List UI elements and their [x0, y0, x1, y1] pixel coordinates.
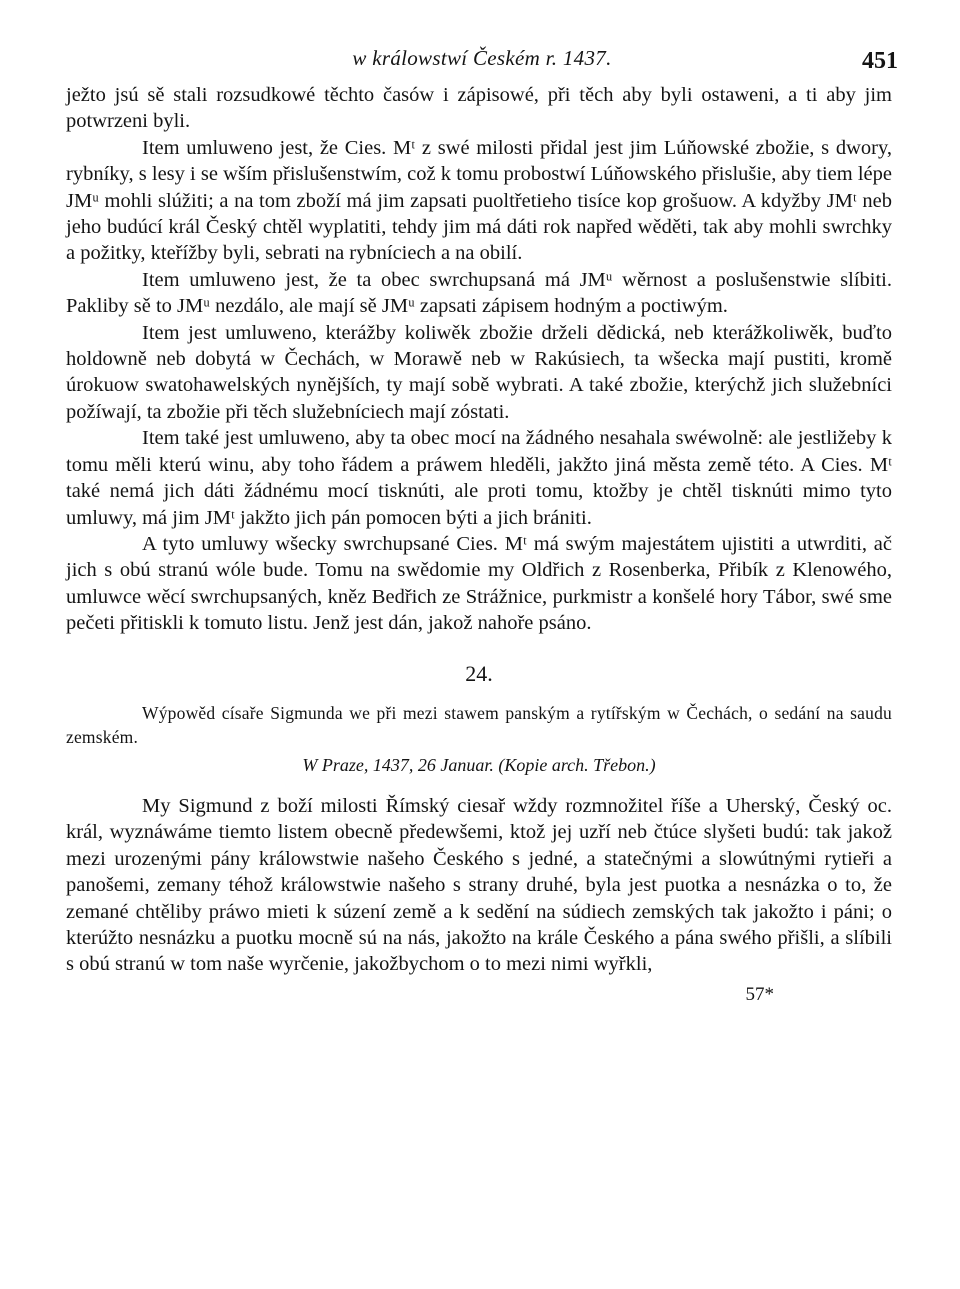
- paragraph: Item jest umluweno, kterážby koliwěk zbožie drželi dědická, neb kterážkoliwěk, buďto holdowně neb dobytá w Čechách, w Morawě neb w Rakúsiech, ta wšecka mají pustiti, kromě úrokuow swatohawelských nynějších, ty mají sobě wybrati. A také zbožie, kterýchž jich služebníci požíwají, ta zbožie při těch služebníciech mají zóstati.: [66, 321, 892, 423]
- signature-mark: 57*: [745, 983, 774, 1005]
- paragraph: A tyto umluwy wšecky swrchupsané Cies. Mᵗ má swým majestátem ujistiti a utwrditi, ač jich s obú stranú wóle bude. Tomu na swědomie my Oldřich z Rosenberka, Přibík z Klenowého, umluwce wěcí swrchupsaných, kněz Bedřich ze Strážnice, purkmistr a konšelé hory Tábor, swé sme pečeti přitiskli k tomuto listu. Jenž jest dán, jakož nahoře psáno.: [66, 532, 892, 635]
- page-header: [66, 40, 898, 80]
- paragraph: Item umluweno jest, že Cies. Mᵗ z swé milosti přidal jest jim Lúňowské zbožie, s dwory, rybníky, s lesy i se wším přislušenstwím, což k tomu probostwí Lúňowského přislušie, aby tiem lépe JMᵘ mohli slúžiti; a na tom zboží má jim zapsati puoltřetieho tisíce kop grošuow. A kdyžby JMᵗ neb jeho budúcí král Český chtěl wyplatiti, tehdy jim má dáti rok napřed wěděti, tak aby mohli swrchky a požitky, kteřížby byli, sebrati na rybníciech a na obilí.: [66, 136, 892, 265]
- document-heading: Wýpowěd císaře Sigmunda we při mezi stawem panským a rytířským w Čechách, o sedání na saudu zemském.: [66, 702, 892, 747]
- section-number: 24.: [465, 660, 493, 686]
- running-title: w králowstwí Českém r. 1437.: [352, 46, 612, 70]
- document-date-line: W Praze, 1437, 26 Januar. (Kopie arch. Třebon.): [302, 754, 656, 775]
- page-number: 451: [862, 48, 898, 74]
- paragraph: Item také jest umluweno, aby ta obec mocí na žádného nesahala swéwolně: ale jestližeby k tomu měli kterú winu, aby toho řádem a práwem hleděli, jakžto jiná města země této. A Cies. Mᵗ také nemá jich dáti žádnému mocí tisknúti, ale proti tomu, ktožby je chtěl tisknúti mimo tyto umluwy, má jim JMᵗ jakžto jich pán pomocen býti a jich brániti.: [66, 427, 892, 529]
- body-text: [66, 82, 892, 1008]
- paragraph-continuation: ježto jsú sě stali rozsudkowé těchto časów i zápisowé, při těch aby byli ostaweni, a ti aby jim potwrzeni byli.: [66, 84, 892, 133]
- paragraph: Item umluweno jest, že ta obec swrchupsaná má JMᵘ wěrnost a poslušenstwie slíbiti. Pakliby sě to JMᵘ nezdálo, ale mají sě JMᵘ zapsati zápisem hodným a poctiwým.: [66, 268, 892, 318]
- document-body: My Sigmund z boží milosti Římský ciesař wždy rozmnožitel říše a Uherský, Český oc. král, wyznáwáme tiemto listem obecně předewšemi, ktož jej uzří neb čtúce slyšeti budú: tak jakož mezi urozenými pány králowstwie našeho Českého s jedné, a statečnými a slowútnými rytieři a panošemi, zemany téhož králowstwie našeho s strany druhé, byla jest puotka a nesnázka o to, že zemané chtěliby práwo mieti k súzení země a k sedění na súdiech zemských tak jakožto i páni; o kterúžto nesnázku a puotku mocně sú na nás, jakožto na krále Českého a pána swého přišli, a slíbili s obú stranú w tom naše wyrčenie, jakožbychom o to mezi nimi wyřkli,: [66, 794, 892, 976]
